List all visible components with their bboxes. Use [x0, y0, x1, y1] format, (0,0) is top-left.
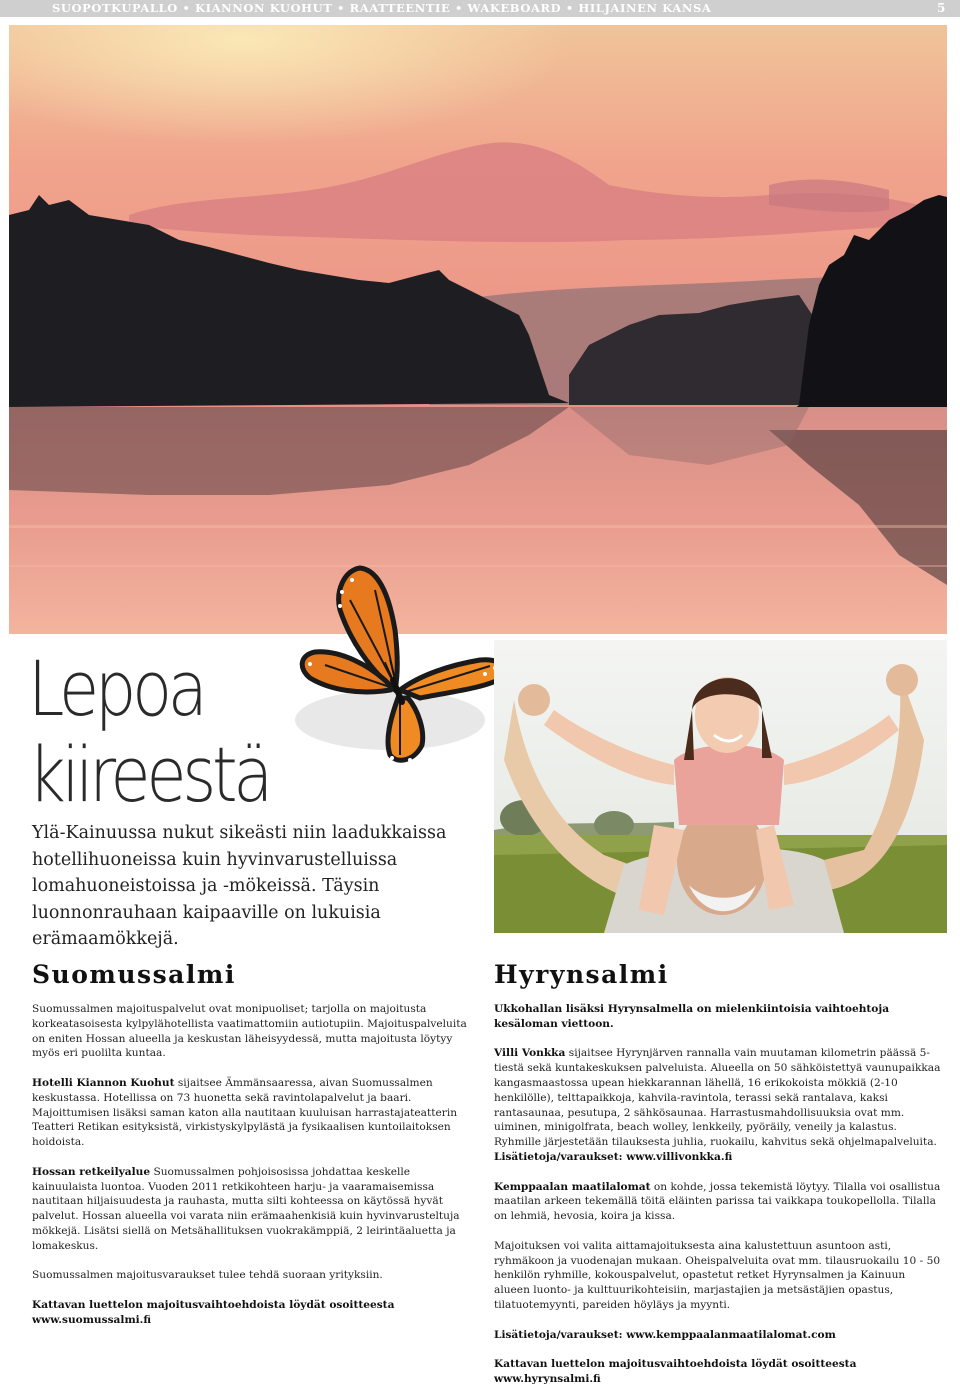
- hyrynsalmi-link-paragraph: Kattavan luettelon majoitusvaihtoehdoista löydät osoitteesta www.hyrynsalmi.fi: [494, 1358, 857, 1385]
- suomussalmi-column: [32, 1002, 479, 1342]
- hotel-name: Hotelli Kiannon Kuohut: [32, 1076, 175, 1089]
- hyrynsalmi-vonkka-paragraph: Villi Vonkka sijaitsee Hyrynjärven rannalla vain muutaman kilometrin päässä 5-tiestä sekä kuntakeskuksen palveluista. Alueella on 50 sähköistettyä vaunupaikkaa kangasmaastossa upean hiekkarannan lähellä, 16 erikokoista mökkiä (2-10 henkilölle), telttapaikkoja, kahvila-ravintola, terassi sekä rantalava, kaksi rantasaunaa, pesutupa, 2 sähkösaunaa. Harrastusmahdollisuuksia ovat mm. uiminen, minigolfrata, beach wolley, lenkkeily, pyöräily, veneily ja kalastus. Ryhmille järjestetään tilauksesta juhlia, ruokailu, kahvitus sekä ohjelmapalveluita. Lisätietoja/varaukset: www.villivonkka.fi: [494, 1047, 941, 1163]
- hossa-name: Hossan retkeilyalue: [32, 1165, 151, 1178]
- title-line-1: Lepoa: [28, 644, 204, 733]
- section-title-suomussalmi: Suomussalmi: [32, 960, 236, 989]
- header-topics: SUOPOTKUPALLO • KIANNON KUOHUT • RAATTEENTIE • WAKEBOARD • HILJAINEN KANSA: [52, 1, 712, 15]
- hyrynsalmi-services-paragraph: Majoituksen voi valita aittamajoituksesta aina kalustettuun asuntoon asti, ryhmäkoon ja vuodenajan mukaan. Oheispalveluita ovat mm. tilausruokailu 10 - 50 henkilön ryhmille, kokouspalvelut, opastetut retket Hyrynsalmen ja Kainuun alueen luonto- ja kulttuurikohteisiin, marjastajien ja metsästäjien opastus, tilatuotemyynti, pareiden höyläys ja myynti.: [494, 1239, 941, 1311]
- kemppaala-contact: Lisätietoja/varaukset: www.kemppaalanmaatilalomat.com: [494, 1328, 836, 1341]
- suomussalmi-link[interactable]: www.suomussalmi.fi: [32, 1313, 152, 1326]
- page-number: 5: [937, 1, 946, 15]
- title-line-2: kiireestä: [28, 730, 270, 819]
- running-header: [0, 0, 960, 17]
- hyrynsalmi-intro: Ukkohallan lisäksi Hyrynsalmella on mielenkiintoisia vaihtoehtoja kesäloman viettoon.: [494, 1003, 890, 1030]
- suomussalmi-link-paragraph: Kattavan luettelon majoitusvaihtoehdoista löydät osoitteesta www.suomussalmi.fi: [32, 1298, 395, 1326]
- suomussalmi-booking-note: Suomussalmen majoitusvaraukset tulee tehdä suoraan yrityksiin.: [32, 1269, 383, 1282]
- page-title: [28, 646, 328, 818]
- suomussalmi-hotel-paragraph: Hotelli Kiannon Kuohut sijaitsee Ämmänsaaressa, aivan Suomussalmen keskustassa. Hotellissa on 73 huonetta sekä ravintolapalvelut ja baari. Majoittumisen lisäksi saman katon alla nautitaan kuuluisan harrastajateatterin Teatteri Retikan esityksistä, virkistyskylpylästä ja fysikaalisen kuntoilaitoksen hoidoista.: [32, 1076, 458, 1149]
- hyrynsalmi-column: [494, 1002, 942, 1394]
- hyrynsalmi-kemppaala-paragraph: Kemppaalan maatilalomat on kohde, jossa tekemistä löytyy. Tilalla voi osallistua maatilan arkeen tekemällä töitä eläinten parissa tai vaikkapa toukopellolla. Tilalla on lehmiä, hevosia, koira ja kissa.: [494, 1180, 941, 1223]
- suomussalmi-intro: Suomussalmen majoituspalvelut ovat monipuoliset; tarjolla on majoitusta korkeatasoisesta kylpylähotellista vaatimattomiin autiotupiin. Majoituspalveluita on eniten Hossan alueella ja keskustan läheisyydessä, mutta majoitusta löytyy myös eri puolilta kuntaa.: [32, 1003, 467, 1060]
- suomussalmi-hossa-paragraph: Hossan retkeilyalue Suomussalmen pohjoisosissa johdattaa keskelle kainuulaista luontoa. Vuoden 2011 retkikohteen harju- ja vaaramaisemissa nautitaan hiljaisuudesta ja rauhasta, mutta silti kohteessa on käytössä hyvät palvelut. Hossan alueella voi varata niin erämaahenkisiä kuin hyvinvarusteltuja mökkejä. Lisätsi siellä on Metsähallituksen vuokrakämppiä, 2 leirintäaluetta ja lomakeskus.: [32, 1165, 460, 1252]
- hyrynsalmi-link[interactable]: www.hyrynsalmi.fi: [494, 1372, 601, 1385]
- vonkka-name: Villi Vonkka: [494, 1047, 566, 1060]
- lake-sunset-photo: [9, 25, 947, 634]
- vonkka-contact[interactable]: Lisätietoja/varaukset: www.villivonkka.fi: [494, 1150, 733, 1163]
- kemppaala-name: Kemppaalan maatilalomat: [494, 1180, 651, 1193]
- grandfather-child-photo: [494, 640, 947, 933]
- section-title-hyrynsalmi: Hyrynsalmi: [494, 960, 669, 989]
- lead-paragraph: Ylä-Kainuussa nukut sikeästi niin laadukkaissa hotellihuoneissa kuin hyvinvarustelluissa lomahuoneistoissa ja -mökeissä. Täysin luonnonrauhaan kaipaaville on lukuisia erämaamökkejä.: [32, 823, 447, 949]
